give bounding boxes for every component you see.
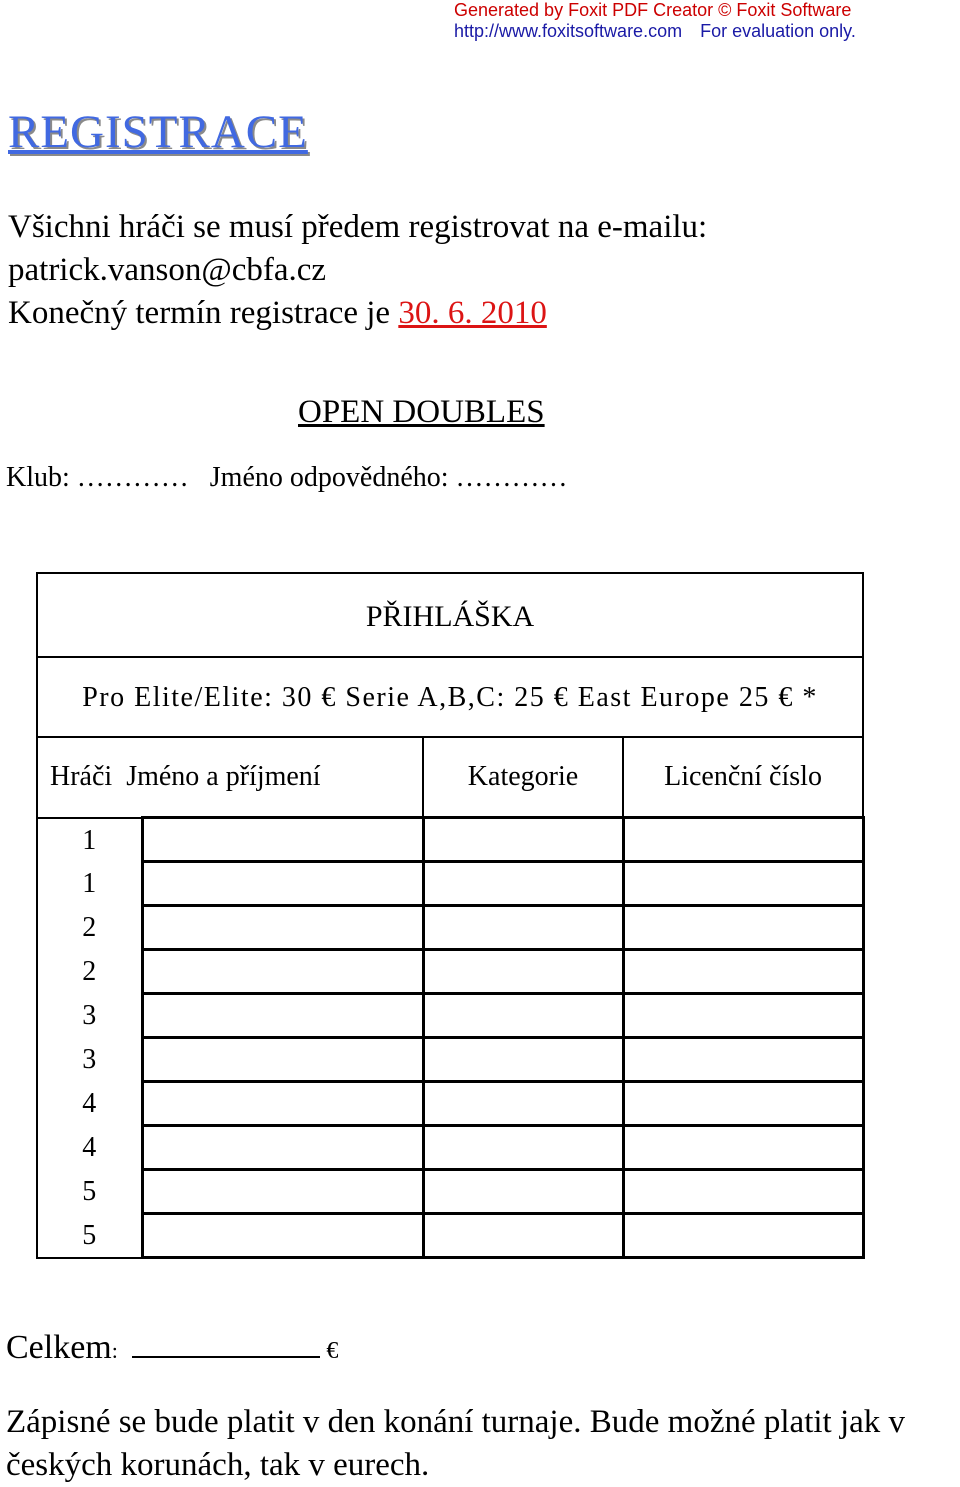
category-cell[interactable] [423,1170,623,1214]
deadline-date: 30. 6. 2010 [398,295,547,331]
total-line [6,1326,338,1372]
license-cell[interactable] [623,1082,863,1126]
category-cell[interactable] [423,906,623,950]
table-row [37,1082,863,1126]
row-number: 2 [37,950,142,994]
column-header-players: Hráči [50,761,113,792]
category-cell[interactable] [423,818,623,862]
table-row [37,818,863,862]
deadline-line [8,292,707,335]
name-cell[interactable] [142,950,423,994]
total-currency: € [326,1338,339,1364]
license-cell[interactable] [623,1126,863,1170]
row-number: 5 [37,1214,142,1258]
intro [8,206,707,335]
category-cell[interactable] [423,994,623,1038]
name-cell[interactable] [142,1170,423,1214]
license-cell[interactable] [623,1170,863,1214]
category-cell[interactable] [423,1082,623,1126]
table-row [37,994,863,1038]
row-number: 1 [37,862,142,906]
license-cell[interactable] [623,906,863,950]
name-cell[interactable] [142,862,423,906]
watermark-line1: Generated by Foxit PDF Creator © Foxit Software [454,0,852,20]
column-header-players-name [37,737,423,818]
row-number: 3 [37,1038,142,1082]
name-cell[interactable] [142,994,423,1038]
table-row [37,1214,863,1258]
row-number: 2 [37,906,142,950]
license-cell[interactable] [623,994,863,1038]
club-line [6,460,568,496]
table-row [37,1038,863,1082]
total-field[interactable] [132,1326,320,1358]
category-cell[interactable] [423,1214,623,1258]
total-label: Celkem [6,1329,112,1366]
watermark-note: For evaluation only. [700,21,856,41]
category-cell[interactable] [423,950,623,994]
footer-note: Zápisné se bude platit v den konání turnaje. Bude možné platit jak v českých korunách, tak v eurech. [6,1404,906,1483]
row-number: 4 [37,1126,142,1170]
total-colon: : [111,1338,118,1363]
name-cell[interactable] [142,1038,423,1082]
email-link[interactable]: patrick.vanson@cbfa.cz [8,252,327,288]
license-cell[interactable] [623,950,863,994]
name-cell[interactable] [142,906,423,950]
table-row [37,906,863,950]
form-title: PŘIHLÁŠKA [37,573,863,657]
row-number: 4 [37,1082,142,1126]
column-header-license: Licenční číslo [623,737,863,818]
form-prices: Pro Elite/Elite: 30 € Serie A,B,C: 25 € East Europe 25 € * [37,657,863,737]
event-name: OPEN DOUBLES [298,394,545,430]
row-number: 5 [37,1170,142,1214]
name-cell[interactable] [142,1214,423,1258]
page-title: REGISTRACE [8,106,308,158]
category-cell[interactable] [423,862,623,906]
watermark-url: http://www.foxitsoftware.com [454,21,683,41]
license-cell[interactable] [623,818,863,862]
club-field[interactable]: ………… [76,462,189,493]
column-header-category: Kategorie [423,737,623,818]
category-cell[interactable] [423,1126,623,1170]
license-cell[interactable] [623,1214,863,1258]
name-cell[interactable] [142,1126,423,1170]
watermark [454,0,856,42]
license-cell[interactable] [623,1038,863,1082]
license-cell[interactable] [623,862,863,906]
intro-line: Všichni hráči se musí předem registrovat na e-mailu: [8,209,708,245]
row-number: 1 [37,818,142,862]
table-row [37,950,863,994]
row-number: 3 [37,994,142,1038]
name-cell[interactable] [142,1082,423,1126]
responsible-field[interactable]: ………… [455,462,568,493]
registration-table [36,572,865,1259]
table-row [37,862,863,906]
club-label: Klub: [6,462,70,493]
column-header-name: Jméno a příjmení [126,761,321,792]
name-cell[interactable] [142,818,423,862]
category-cell[interactable] [423,1038,623,1082]
responsible-label: Jméno odpovědného: [209,462,449,493]
table-row [37,1126,863,1170]
table-row [37,1170,863,1214]
deadline-label: Konečný termín registrace je [8,295,399,331]
